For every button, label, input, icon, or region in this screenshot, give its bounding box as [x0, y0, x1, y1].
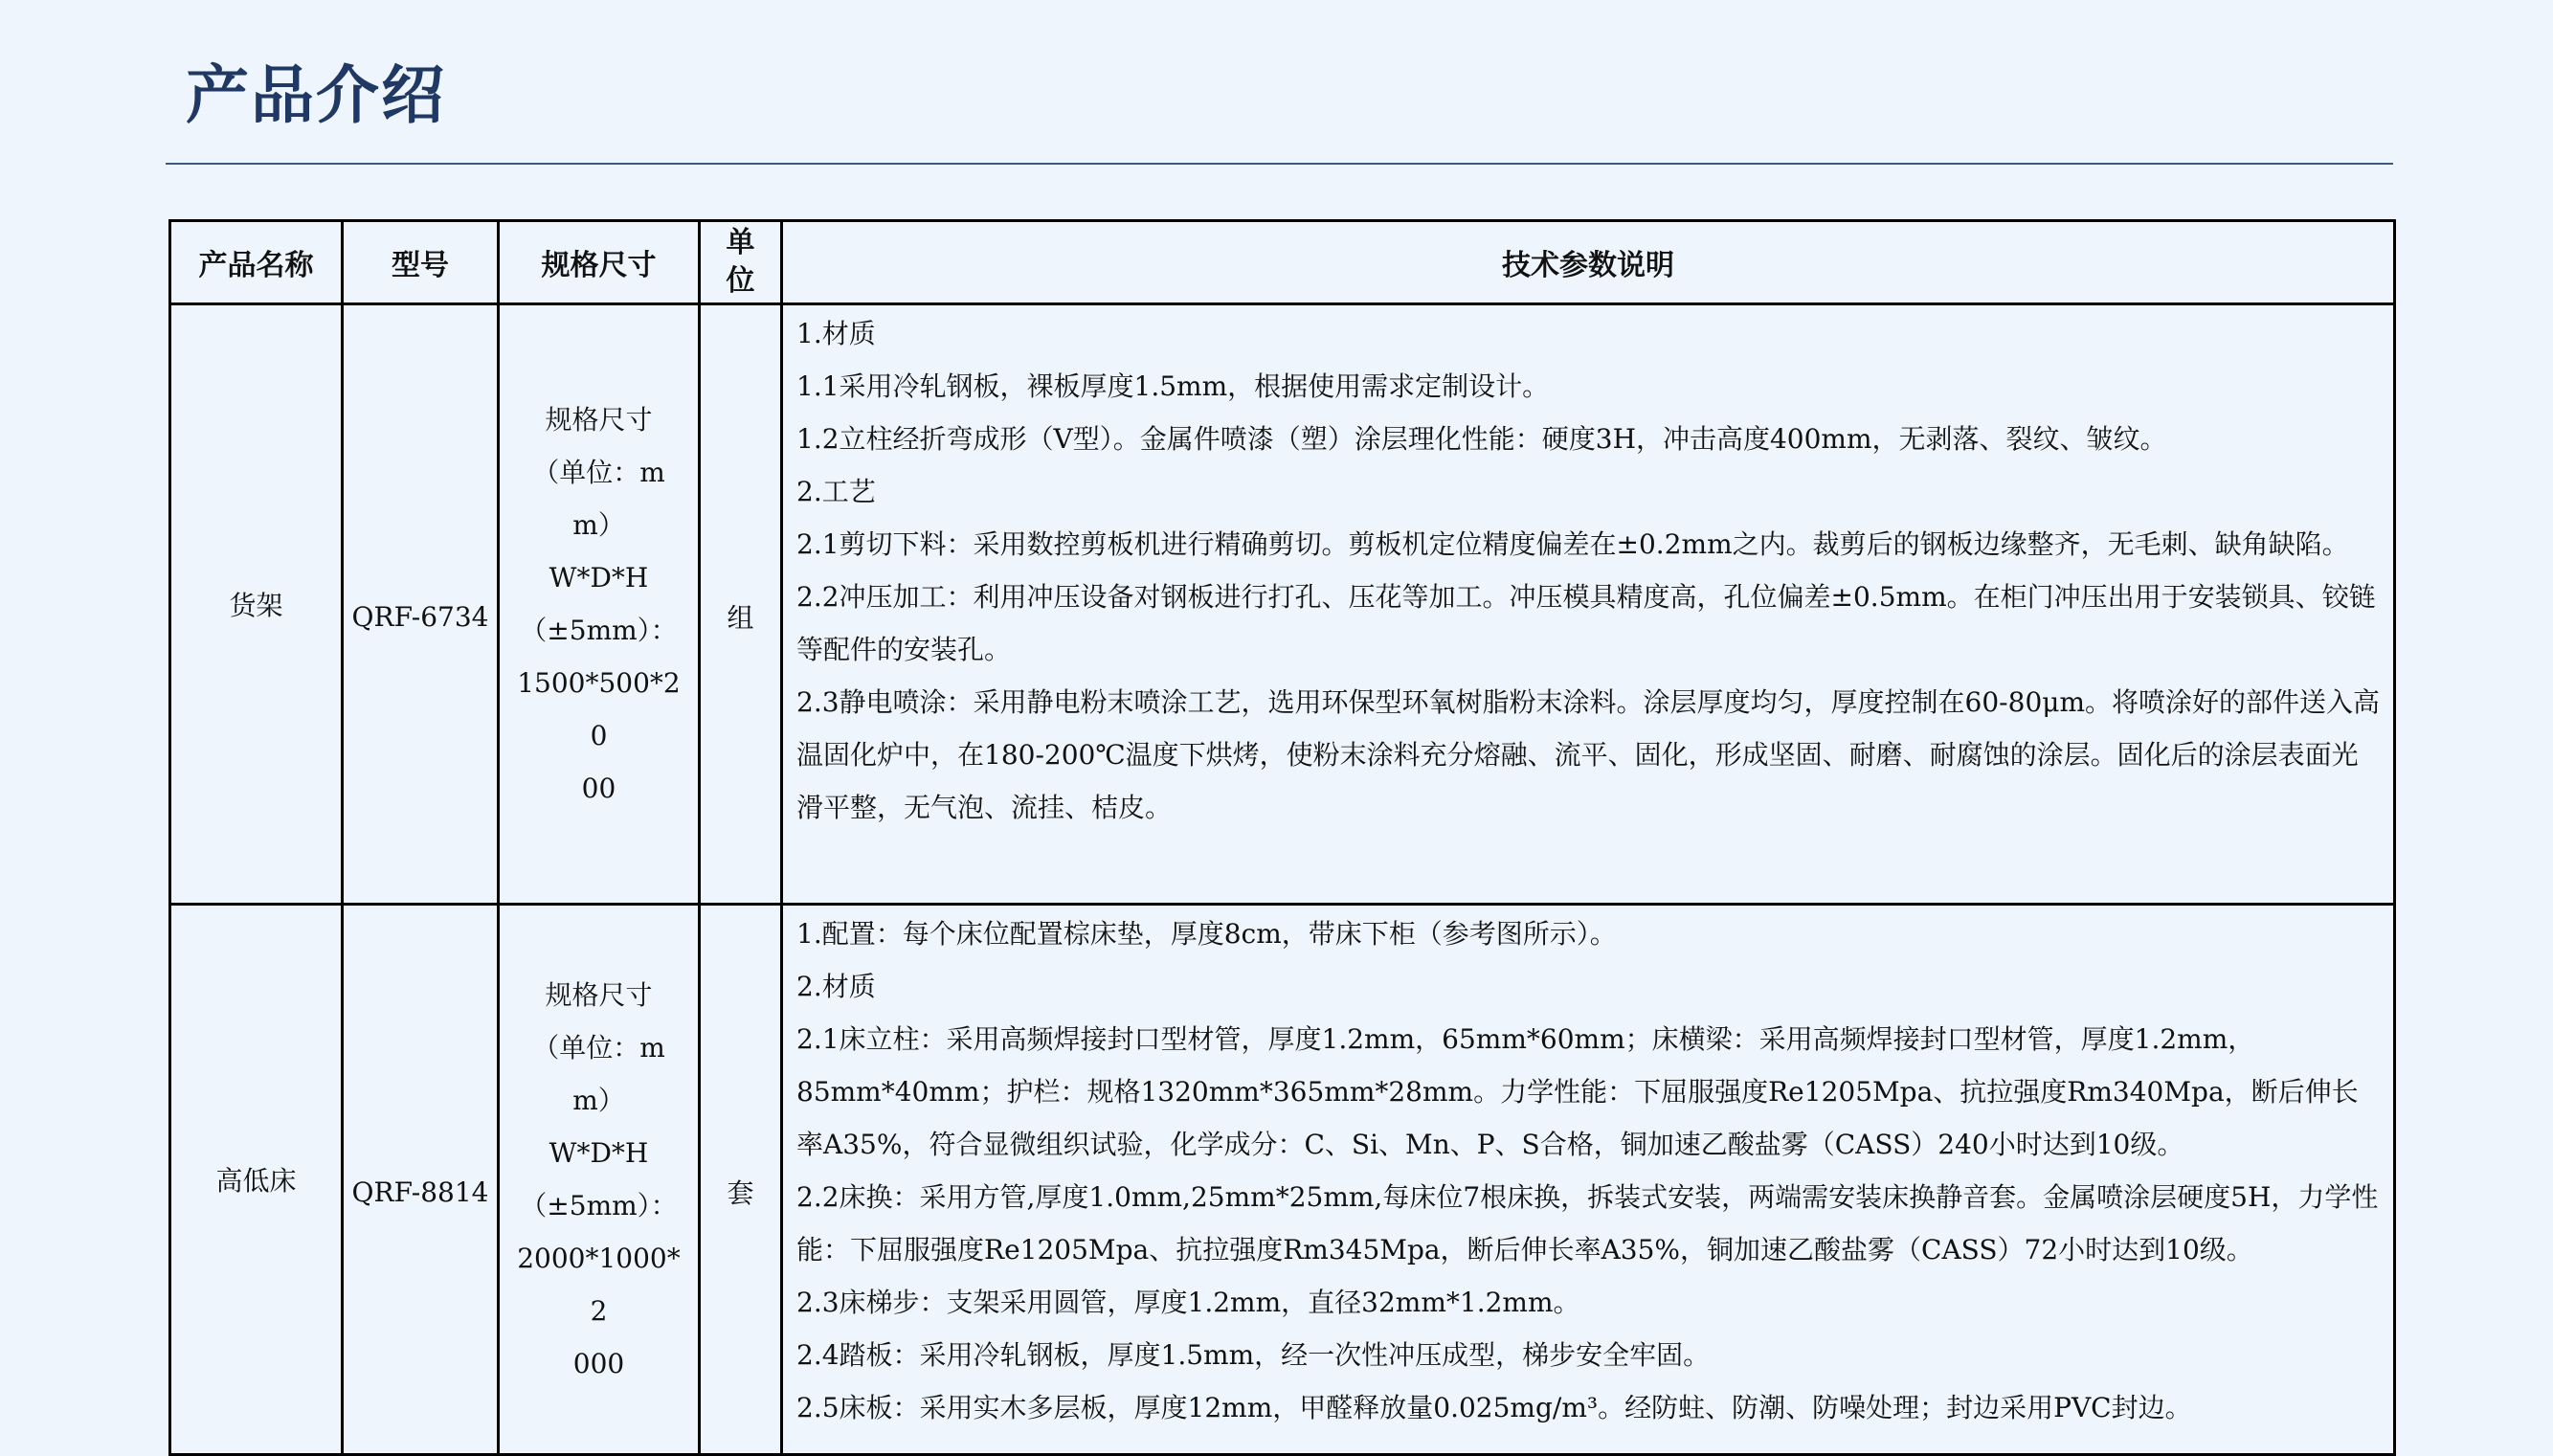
unit-cell: 套	[700, 905, 782, 1455]
table-row	[170, 304, 2395, 905]
tech-line: 2.4踏板：采用冷轧钢板，厚度1.5mm，经一次性冲压成型，梯步安全牢固。	[796, 1339, 1711, 1371]
table-row	[170, 905, 2395, 1455]
tech-line: 1.1采用冷轧钢板，裸板厚度1.5mm，根据使用需求定制设计。	[796, 370, 1550, 402]
tech-line: 1.配置：每个床位配置棕床垫，厚度8cm，带床下柜（参考图所示）。	[796, 918, 1617, 950]
unit-cell: 组	[700, 304, 782, 905]
spec-line: （单位：mm）	[532, 1032, 665, 1116]
spec-line: 000	[572, 1348, 625, 1379]
tech-line: 2.3床梯步：支架采用圆管，厚度1.2mm，直径32mm*1.2mm。	[796, 1287, 1580, 1318]
spec-line: （±5mm）：	[520, 615, 678, 646]
spec-line: 规格尺寸	[545, 404, 653, 436]
product-table	[168, 219, 2396, 1456]
tech-params-cell	[782, 304, 2395, 905]
tech-line: 1.2立柱经折弯成形（V型）。金属件喷漆（塑）涂层理化性能：硬度3H，冲击高度400mm，无剥落、裂纹、皱纹。	[796, 423, 2167, 455]
spec-line: W*D*H	[549, 562, 649, 594]
tech-line: 2.5床板：采用实木多层板，厚度12mm，甲醛释放量0.025mg/m³。经防蛀、防潮、防噪处理；封边采用PVC封边。	[796, 1392, 2192, 1423]
spec-cell	[499, 905, 700, 1455]
tech-line: 2.材质	[796, 971, 876, 1002]
spec-line: 规格尺寸	[545, 979, 653, 1011]
page-title: 产品介绍	[186, 58, 446, 132]
spec-line: 1500*500*20	[517, 667, 681, 751]
tech-line: 2.1剪切下料：采用数控剪板机进行精确剪切。剪板机定位精度偏差在±0.2mm之内。裁剪后的钢板边缘整齐，无毛刺、缺角缺陷。	[796, 528, 2349, 560]
tech-line: 2.2冲压加工：利用冲压设备对钢板进行打孔、压花等加工。冲压模具精度高，孔位偏差±0.5mm。在柜门冲压出用于安装锁具、铰链等配件的安装孔。	[796, 581, 2376, 665]
tech-line: 1.材质	[796, 318, 876, 349]
table-header-row	[170, 221, 2395, 304]
spec-line: （±5mm）：	[520, 1190, 678, 1221]
spec-line: W*D*H	[549, 1137, 649, 1169]
header-tech-params: 技术参数说明	[782, 221, 2395, 304]
tech-line: 2.2床换：采用方管,厚度1.0mm,25mm*25mm,每床位7根床换，拆装式安装，两端需安装床换静音套。金属喷涂层硬度5H，力学性能：下屈服强度Re1205Mpa、抗拉强度Rm345Mpa，断后伸长率A35%，铜加速乙酸盐雾（CASS）72小时达到10级。	[796, 1181, 2379, 1266]
header-unit-line2: 位	[726, 264, 755, 298]
header-product-name: 产品名称	[170, 221, 343, 304]
model-cell: QRF-8814	[343, 905, 499, 1455]
header-unit	[700, 221, 782, 304]
title-divider	[166, 163, 2393, 165]
model-cell: QRF-6734	[343, 304, 499, 905]
spec-cell	[499, 304, 700, 905]
product-name-cell: 高低床	[170, 905, 343, 1455]
header-unit-line1: 单	[726, 226, 755, 259]
spec-line: 00	[581, 773, 616, 804]
tech-params-cell	[782, 905, 2395, 1455]
spec-line: （单位：mm）	[532, 457, 665, 541]
header-model: 型号	[343, 221, 499, 304]
header-spec: 规格尺寸	[499, 221, 700, 304]
product-name-cell: 货架	[170, 304, 343, 905]
tech-line: 2.3静电喷涂：采用静电粉末喷涂工艺，选用环保型环氧树脂粉末涂料。涂层厚度均匀，厚度控制在60-80μm。将喷涂好的部件送入高温固化炉中，在180-200℃温度下烘烤，使粉末涂料充分熔融、流平、固化，形成坚固、耐磨、耐腐蚀的涂层。固化后的涂层表面光滑平整，无气泡、流挂、桔皮。	[796, 686, 2381, 823]
tech-line: 2.1床立柱：采用高频焊接封口型材管，厚度1.2mm，65mm*60mm；床横梁：采用高频焊接封口型材管，厚度1.2mm，85mm*40mm；护栏：规格1320mm*365mm*28mm。力学性能：下屈服强度Re1205Mpa、抗拉强度Rm340Mpa，断后伸长率A35%，符合显微组织试验，化学成分：C、Si、Mn、P、S合格，铜加速乙酸盐雾（CASS）240小时达到10级。	[796, 1023, 2359, 1160]
spec-line: 2000*1000*2	[517, 1243, 681, 1327]
tech-line: 2.工艺	[796, 476, 876, 507]
